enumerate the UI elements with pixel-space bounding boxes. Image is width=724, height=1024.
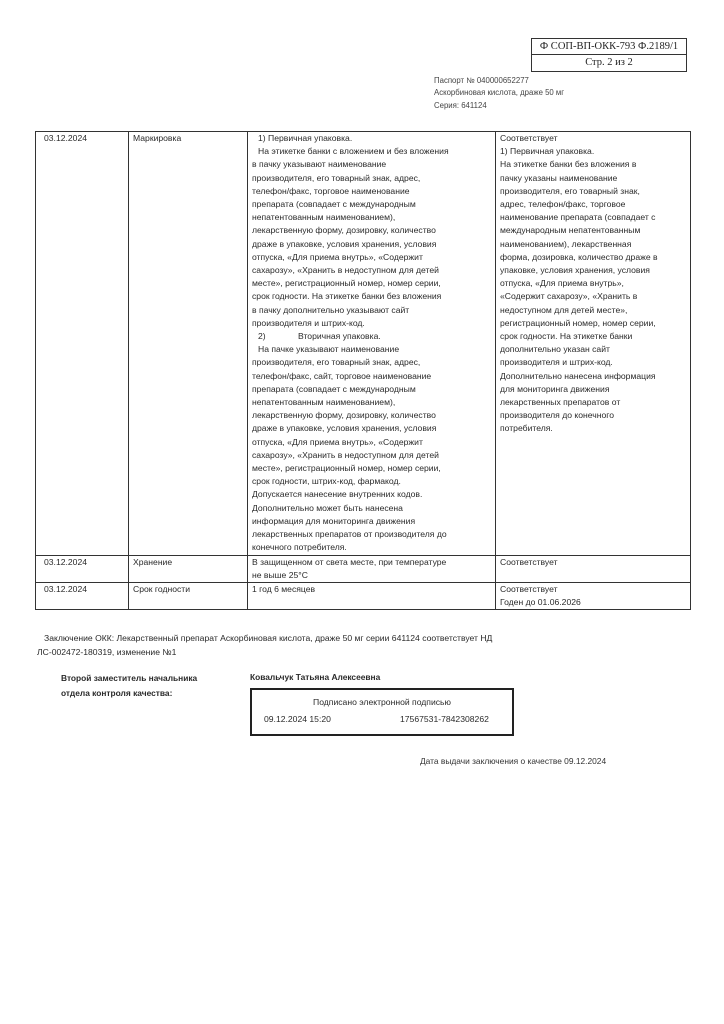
req-line: препарата (совпадает с международным (252, 383, 416, 394)
row-requirement (248, 555, 496, 582)
req-line: 1 год 6 месяцев (252, 583, 316, 594)
req-line: не выше 25°C (252, 569, 308, 580)
result-line: наименованием), лекарственная (500, 238, 632, 249)
result-line: Соответствует (500, 133, 558, 143)
row-date: 03.12.2024 (36, 132, 129, 556)
result-line: дополнительно указан сайт (500, 344, 610, 355)
req-subheading-text: Вторичная упаковка. (298, 331, 381, 342)
table-row (36, 132, 691, 556)
result-line: упаковке, условия хранения, условия (500, 265, 650, 276)
req-line: в пачку дополнительно указывают сайт (252, 304, 410, 315)
req-line: лекарственную форму, дозировку, количество (252, 410, 436, 421)
req-line: драже в упаковке, условия хранения, условия (252, 423, 437, 434)
result-line: для мониторинга движения (500, 383, 610, 394)
req-line: месте», регистрационный номер, номер серии, (252, 463, 441, 474)
result-line: потребителя. (500, 423, 553, 434)
signer-name: Ковальчук Татьяна Алексеевна (250, 672, 381, 682)
req-line: информация для мониторинга движения (252, 515, 416, 526)
req-line: конечного потребителя. (252, 542, 347, 553)
result-line: отпуска, «Для приема внутрь», (500, 278, 624, 289)
result-line: 1) Первичная упаковка. (500, 146, 595, 157)
result-line: Соответствует (500, 583, 558, 594)
result-line: Годен до 01.06.2026 (500, 597, 581, 608)
req-line: срок годности. На этикетке банки без вложения (252, 291, 442, 302)
req-subheading (252, 330, 491, 343)
req-line: лекарственную форму, дозировку, количество (252, 225, 436, 236)
result-line: адрес, телефон/факс, торговое (500, 199, 626, 210)
passport-info (434, 75, 564, 112)
table-row (36, 582, 691, 609)
row-indicator: Срок годности (129, 582, 248, 609)
req-line: непатентованным наименованием), (252, 212, 396, 223)
result-line: форма, дозировка, количество драже в (500, 251, 658, 262)
req-line: срок годности, штрих-код, фармакод. (252, 476, 401, 487)
signature-datetime: 09.12.2024 15:20 (264, 714, 331, 724)
table-row (36, 555, 691, 582)
result-line: регистрационный номер, номер серии, (500, 317, 656, 328)
result-line: «Содержит сахарозу», «Хранить в (500, 291, 638, 302)
req-line: отпуска, «Для приема внутрь», «Содержит (252, 251, 423, 262)
req-line: В защищенном от света месте, при температуре (252, 556, 447, 567)
conclusion-line: ЛС-002472-180319, изменение №1 (37, 646, 177, 657)
req-line: непатентованным наименованием), (252, 397, 396, 408)
result-line: производителя и штрих-код. (500, 357, 613, 368)
req-line: Дополнительно может быть нанесена (252, 502, 403, 513)
result-line: На этикетке банки без вложения в (500, 159, 637, 170)
result-line: международным непатентованным (500, 225, 641, 236)
row-requirement (248, 582, 496, 609)
req-line: На этикетке банки с вложением и без вложения (258, 146, 449, 157)
form-code-box (531, 38, 687, 72)
req-line: в пачку указывают наименование (252, 159, 387, 170)
req-line: производителя, его товарный знак, адрес, (252, 172, 421, 183)
req-line: препарата (совпадает с международным (252, 199, 416, 210)
row-requirement (248, 132, 496, 556)
row-result (496, 555, 691, 582)
req-number: 2) (258, 331, 266, 342)
signer-title (61, 671, 197, 701)
test-results-table (35, 131, 691, 610)
req-line: драже в упаковке, условия хранения, условия (252, 238, 437, 249)
result-line: Соответствует (500, 556, 558, 567)
form-code: Ф СОП-ВП-ОКК-793 Ф.2189/1 (539, 41, 679, 52)
row-indicator: Хранение (129, 555, 248, 582)
signature-id: 17567531-7842308262 (400, 714, 489, 724)
issue-date: Дата выдачи заключения о качестве 09.12.2024 (420, 756, 607, 766)
req-line: сахарозу», «Хранить в недоступном для детей (252, 449, 439, 460)
result-line: наименование препарата (совпадает с (500, 212, 656, 223)
row-indicator: Маркировка (129, 132, 248, 556)
result-line: срок годности. На этикетке банки (500, 331, 633, 342)
req-line: месте», регистрационный номер, номер серии, (252, 278, 441, 289)
signature-header: Подписано электронной подписью (313, 697, 451, 707)
result-line: производителя, его товарный знак, (500, 185, 640, 196)
conclusion-line: Заключение ОКК: Лекарственный препарат Аскорбиновая кислота, драже 50 мг серии 641124 соответствует НД (44, 633, 493, 643)
product-name: Аскорбиновая кислота, драже 50 мг (434, 88, 565, 98)
row-date: 03.12.2024 (36, 582, 129, 609)
signer-title-line: отдела контроля качества: (61, 688, 173, 698)
req-line: 1) Первичная упаковка. (258, 133, 353, 143)
req-line: сахарозу», «Хранить в недоступном для детей (252, 265, 439, 276)
row-result (496, 582, 691, 609)
req-line: телефон/факс, торговое наименование (252, 185, 410, 196)
qc-conclusion (37, 632, 677, 659)
req-line: производителя и штрих-код. (252, 317, 365, 328)
req-line: производителя, его товарный знак, адрес, (252, 357, 421, 368)
result-line: недоступном для детей месте», (500, 304, 628, 315)
result-line: Дополнительно нанесена информация (500, 370, 656, 381)
req-line: На пачке указывают наименование (258, 344, 400, 355)
electronic-signature-box (250, 688, 514, 736)
row-date: 03.12.2024 (36, 555, 129, 582)
series-number: Серия: 641124 (434, 100, 487, 110)
req-line: отпуска, «Для приема внутрь», «Содержит (252, 436, 423, 447)
req-line: Допускается нанесение внутренних кодов. (252, 489, 423, 500)
signer-title-line: Второй заместитель начальника (61, 673, 198, 683)
req-line: телефон/факс, сайт, торговое наименование (252, 370, 432, 381)
result-line: пачку указаны наименование (500, 172, 618, 183)
page-number: Стр. 2 из 2 (532, 54, 686, 70)
req-line: лекарственных препаратов от производителя до (252, 529, 447, 540)
result-line: производителя до конечного (500, 410, 615, 421)
row-result (496, 132, 691, 556)
result-line: лекарственных препаратов от (500, 397, 621, 408)
passport-number: Паспорт № 040000652277 (434, 76, 529, 85)
